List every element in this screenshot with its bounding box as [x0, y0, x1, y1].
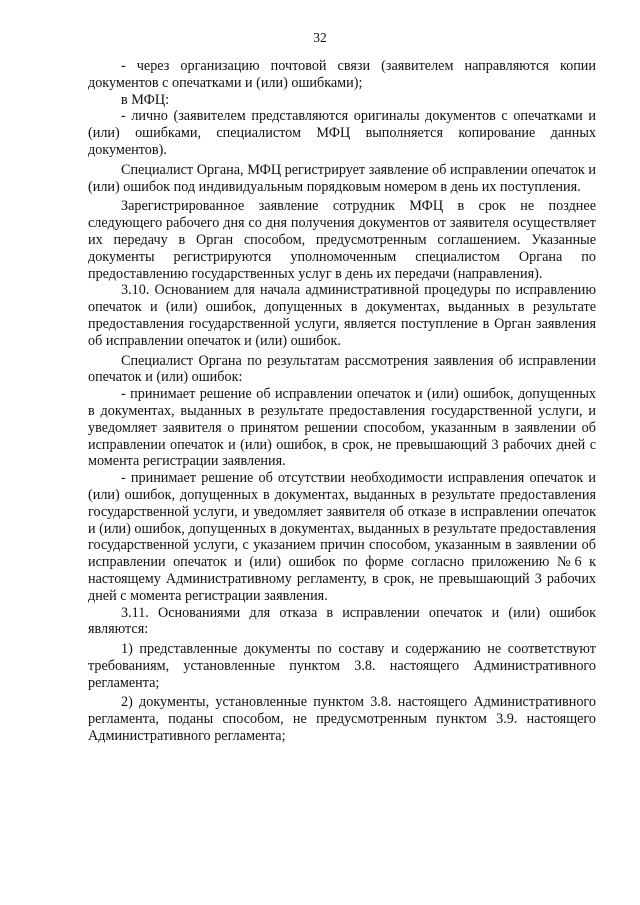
document-body	[88, 58, 596, 745]
paragraph-in-person: - лично (заявителем представляются оригиналы документов с опечатками и (или) ошибками, специалистом МФЦ выполняется копирование данных документов).	[88, 108, 596, 158]
list-item-2: 2) документы, установленные пунктом 3.8. настоящего Административного регламента, поданы способом, не предусмотренным пунктом 3.9. настоящего Административного регламента;	[88, 694, 596, 745]
list-item-1: 1) представленные документы по составу и содержанию не соответствуют требованиям, установленные пунктом 3.8. настоящего Административного регламента;	[88, 641, 596, 691]
paragraph-registration: Специалист Органа, МФЦ регистрирует заявление об исправлении опечаток и (или) ошибок под индивидуальным порядковым номером в день их поступления.	[88, 161, 596, 195]
paragraph-3-11: 3.11. Основаниями для отказа в исправлении опечаток и (или) ошибок являются:	[88, 604, 596, 638]
paragraph-decision-refuse: - принимает решение об отсутствии необходимости исправления опечаток и (или) ошибок, допущенных в документах, выданных в результате предоставления государственной услуги, и уведомляет заявителя об отказе в исправлении опечаток и (или) ошибок, допущенных в документах, выданных в результате предоставления государственной услуги, с указанием причин способом, указанным в заявлении об исправлении опечаток и (или) ошибок по форме согласно приложению №6 к настоящему Административному регламенту, в срок, не превышающий 3 рабочих дней с момента регистрации заявления.	[88, 470, 596, 604]
paragraph-transfer: Зарегистрированное заявление сотрудник МФЦ в срок не позднее следующего рабочего дня со дня получения документов от заявителя осуществляет их передачу в Орган способом, предусмотренным соглашением. Указанные документы регистрируются уполномоченным специалистом Органа по предоставлению государственных услуг в день их передачи (направления).	[88, 198, 596, 282]
paragraph-decision-correct: - принимает решение об исправлении опечаток и (или) ошибок, допущенных в документах, выданных в результате предоставления государственной услуги, и уведомляет заявителя о принятом решении способом, указанным в заявлении об исправлении опечаток и (или) ошибок, в срок, не превышающий 3 рабочих дней с момента регистрации заявления.	[88, 386, 596, 470]
paragraph-3-10: 3.10. Основанием для начала административной процедуры по исправлению опечаток и (или) ошибок, допущенных в документах, выданных в результате предоставления государственной услуги, является поступление в Орган заявления об исправлении опечаток и (или) ошибок.	[88, 282, 596, 349]
page-number: 32	[313, 30, 327, 45]
paragraph-mfc-heading: в МФЦ:	[121, 91, 170, 108]
paragraph-specialist-review: Специалист Органа по результатам рассмотрения заявления об исправлении опечаток и (или) ошибок:	[88, 352, 596, 386]
paragraph-postal: - через организацию почтовой связи (заявителем направляются копии документов с опечатками и (или) ошибками);	[88, 58, 596, 91]
